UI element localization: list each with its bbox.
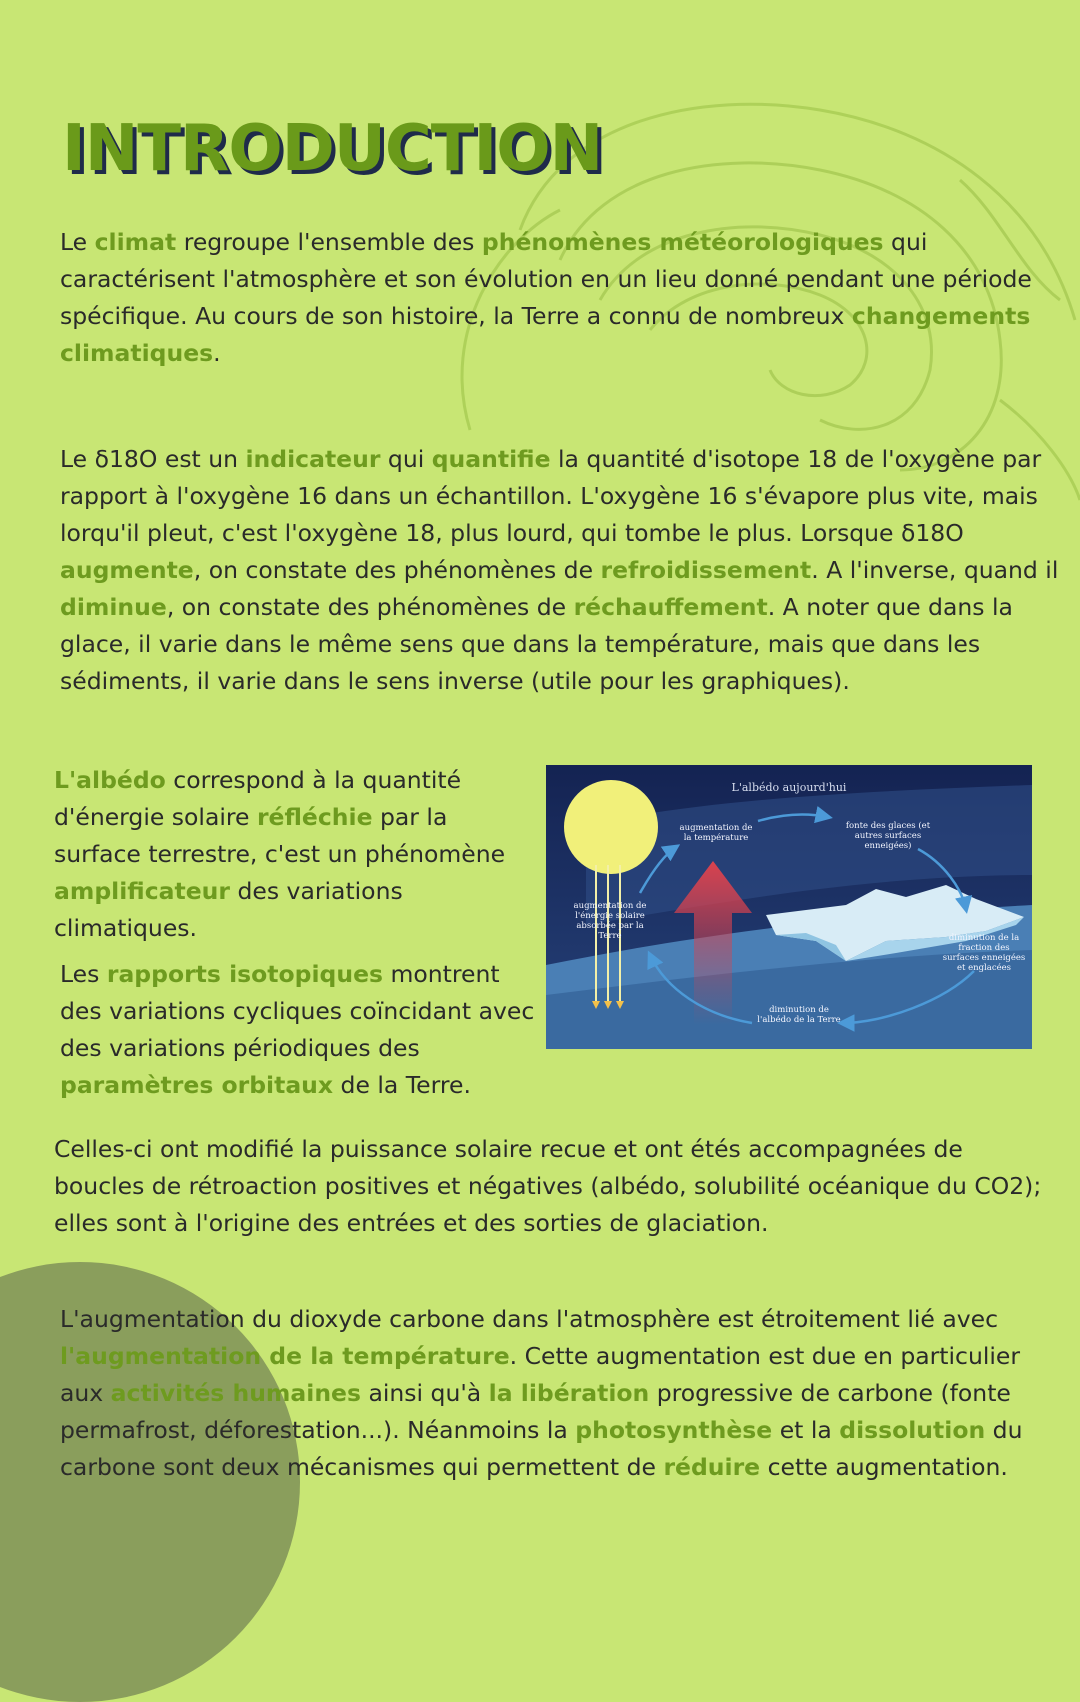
paragraph-isotopic-ratios — [60, 956, 540, 1104]
paragraph-solar-power — [54, 1131, 1054, 1242]
text-run: montrent des variations cycliques coïncidant avec des variations périodiques des — [60, 960, 535, 1062]
highlighted-term: réduire — [663, 1453, 761, 1481]
text-run: Celles-ci ont modifié la puissance solaire recue et ont étés accompagnées de boucles de rétroaction positives et négatives (albédo, solubilité océanique du CO2); elles sont à l'origine des entrées et des sorties de glaciation. — [54, 1135, 1042, 1237]
highlighted-term: dissolution — [839, 1416, 986, 1444]
text-run: et la — [772, 1416, 840, 1444]
text-run: regroupe l'ensemble des — [176, 228, 482, 256]
highlighted-term: indicateur — [245, 445, 381, 473]
text-run: qui caractérisent l'atmosphère et son évolution en un lieu donné pendant une période spécifique. Au cours de son histoire, la Terre a connu de nombreux — [60, 228, 1032, 330]
label-albedo-decrease: diminution de l'albédo de la Terre — [757, 1005, 841, 1025]
text-run: des variations climatiques. — [54, 877, 403, 942]
highlighted-term: rapports isotopiques — [106, 960, 384, 988]
text-run: . A noter que dans la glace, il varie dans le même sens que dans la température, mais que dans les sédiments, il varie dans le sens inverse (utile pour les graphiques). — [60, 593, 1013, 695]
label-temperature: augmentation de la température — [679, 823, 753, 843]
paragraph-albedo — [54, 762, 524, 947]
figure-title: L'albédo aujourd'hui — [731, 781, 847, 794]
text-run: , on constate des phénomènes de — [193, 556, 601, 584]
text-run: Les — [60, 960, 107, 988]
highlighted-term: changements climatiques — [60, 302, 1031, 367]
text-run: Le δ18O est un — [60, 445, 246, 473]
text-run: Le — [60, 228, 95, 256]
text-run: la quantité d'isotope 18 de l'oxygène par rapport à l'oxygène 16 dans un échantillon. L'oxygène 16 s'évapore plus vite, mais lorqu'il pleut, c'est l'oxygène 18, plus lourd, qui tombe le plus. Lorsque δ18O — [60, 445, 1042, 547]
highlighted-term: amplificateur — [54, 877, 230, 905]
highlighted-term: photosynthèse — [575, 1416, 773, 1444]
highlighted-term: l'augmentation de la température — [60, 1342, 510, 1370]
highlighted-term: paramètres orbitaux — [60, 1071, 334, 1099]
paragraph-delta18o — [60, 441, 1060, 700]
text-run: correspond à la quantité d'énergie solaire — [54, 766, 462, 831]
text-run: ainsi qu'à — [360, 1379, 489, 1407]
text-run: cette augmentation. — [760, 1453, 1008, 1481]
highlighted-term: diminue — [60, 593, 167, 621]
text-run: . — [213, 339, 221, 367]
albedo-figure — [546, 765, 1032, 1049]
highlighted-term: climat — [94, 228, 177, 256]
highlighted-term: la libération — [488, 1379, 650, 1407]
label-ice-melt: fonte des glaces (et autres surfaces enneigées) — [845, 821, 931, 851]
text-run: progressive de carbone (fonte permafrost, déforestation...). Néanmoins la — [60, 1379, 1011, 1444]
highlighted-term: réchauffement — [573, 593, 768, 621]
highlighted-term: augmente — [60, 556, 194, 584]
highlighted-term: L'albédo — [54, 766, 166, 794]
label-snow-fraction: diminution de la fraction des surfaces enneigées et englacées — [942, 933, 1026, 973]
highlighted-term: refroidissement — [600, 556, 812, 584]
text-run: de la Terre. — [333, 1071, 471, 1099]
text-run: . A l'inverse, quand il — [811, 556, 1059, 584]
text-run: qui — [380, 445, 432, 473]
highlighted-term: quantifie — [431, 445, 551, 473]
text-run: . Cette augmentation est due en particulier aux — [60, 1342, 1021, 1407]
text-run: du carbone sont deux mécanismes qui permettent de — [60, 1416, 1023, 1481]
highlighted-term: réfléchie — [256, 803, 373, 831]
paragraph-co2 — [60, 1301, 1060, 1486]
text-run: L'augmentation du dioxyde carbone dans l'atmosphère est étroitement lié avec — [60, 1305, 999, 1333]
label-solar-energy: augmentation de l'énergie solaire absorbée par la Terre — [573, 901, 647, 941]
highlighted-term: activités humaines — [110, 1379, 361, 1407]
text-run: , on constate des phénomènes de — [166, 593, 574, 621]
page-title: INTRODUCTION — [62, 112, 603, 186]
paragraph-climat — [60, 224, 1050, 372]
highlighted-term: phénomènes météorologiques — [481, 228, 884, 256]
text-run: par la surface terrestre, c'est un phénomène — [54, 803, 506, 868]
